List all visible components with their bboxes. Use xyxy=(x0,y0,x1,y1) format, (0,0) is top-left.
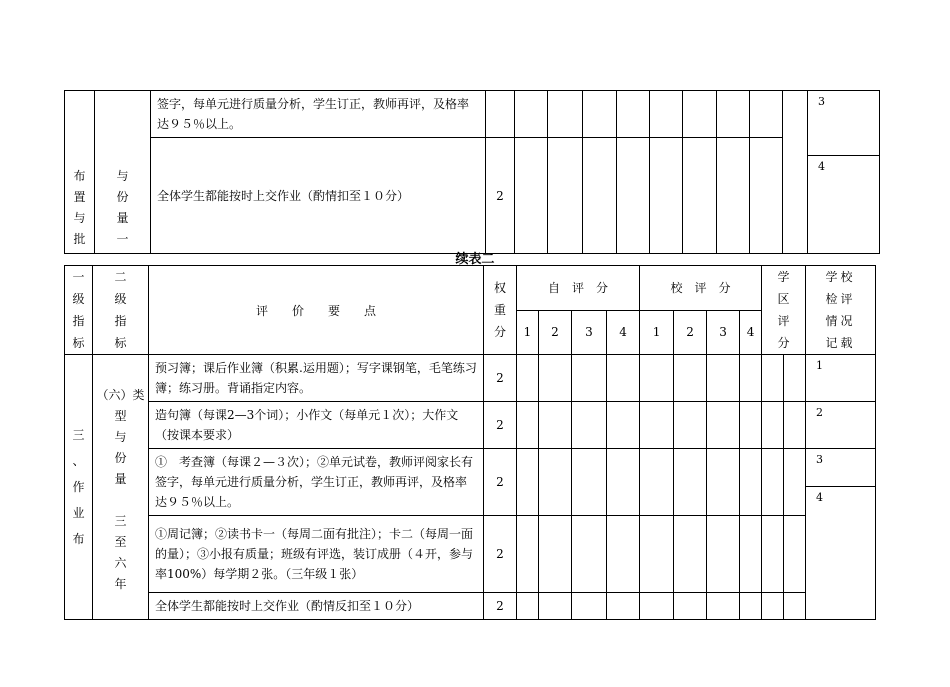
requirement-cell: ① 考查簿（每课２—３次）；②单元试卷，教师评阅家长有签字，每单元进行质量分析，学生订正，教师再评，及格率达９５％以上。 xyxy=(149,449,484,516)
record-note-cell: 2 xyxy=(806,402,876,449)
self-eval-column-3: 3 xyxy=(572,310,607,355)
top-score-cell xyxy=(617,91,650,138)
requirement-cell: 预习簿；课后作业簿（积累.运用题）；写字课钢笔，毛笔练习簿；练习册。背诵指定内容。 xyxy=(149,355,484,402)
score-cell xyxy=(572,355,607,402)
score-cell xyxy=(707,355,740,402)
top-level2-char: 份 xyxy=(116,190,129,204)
header-school-check-label: 学校检评情况记载 xyxy=(825,270,856,350)
level2-indicator-cell xyxy=(93,355,149,620)
score-cell xyxy=(784,449,806,516)
score-cell xyxy=(517,593,539,620)
header-level1-label: 一级指标 xyxy=(72,270,85,350)
weight-cell: 2 xyxy=(484,355,517,402)
level2-line: 与 xyxy=(114,430,127,444)
score-cell xyxy=(539,593,572,620)
self-eval-column-4: 4 xyxy=(607,310,640,355)
score-cell xyxy=(762,593,784,620)
top-score-cell xyxy=(515,138,548,254)
top-score-cell xyxy=(683,91,717,138)
record-note-cell: 3 xyxy=(806,449,876,487)
top-note-cell: 4 xyxy=(808,156,880,254)
score-cell xyxy=(740,593,762,620)
self-eval-column-1: 1 xyxy=(517,310,539,355)
top-level2-char: 与 xyxy=(116,169,129,183)
score-cell xyxy=(539,449,572,516)
top-level1-char: 批 xyxy=(73,232,86,246)
score-cell xyxy=(607,593,640,620)
top-requirement-cell: 全体学生都能按时上交作业（酌情扣至１０分） xyxy=(151,138,486,254)
score-cell xyxy=(707,516,740,593)
table-caption: 续表二 xyxy=(455,252,495,267)
top-weight-cell xyxy=(486,91,515,138)
score-cell xyxy=(572,449,607,516)
top-level1-char: 布 xyxy=(73,169,86,183)
score-cell xyxy=(517,449,539,516)
score-cell xyxy=(740,355,762,402)
weight-cell: 2 xyxy=(484,449,517,516)
score-cell xyxy=(640,355,674,402)
level1-char: 作 xyxy=(72,480,85,494)
top-score-cell xyxy=(548,91,583,138)
top-level2-char: 一 xyxy=(116,232,129,246)
top-note-cell: 3 xyxy=(808,91,880,156)
score-cell xyxy=(762,516,784,593)
top-district-score-cell xyxy=(783,91,808,254)
header-school-check-record xyxy=(806,266,876,355)
score-cell xyxy=(784,355,806,402)
top-level1-char: 置 xyxy=(73,190,86,204)
top-level1-cell xyxy=(65,91,95,254)
score-cell xyxy=(784,402,806,449)
level2-line: （六）类 xyxy=(96,388,145,402)
top-level2-cell xyxy=(95,91,151,254)
top-table xyxy=(64,90,880,254)
score-cell xyxy=(517,516,539,593)
top-score-cell xyxy=(548,138,583,254)
level1-char: 布 xyxy=(72,532,85,546)
school-eval-column-1: 1 xyxy=(640,310,674,355)
top-score-cell xyxy=(717,138,750,254)
score-cell xyxy=(572,593,607,620)
score-cell xyxy=(674,516,707,593)
weight-cell: 2 xyxy=(484,402,517,449)
header-weight xyxy=(484,266,517,355)
score-cell xyxy=(740,402,762,449)
score-cell xyxy=(640,449,674,516)
level2-line: 六 xyxy=(114,556,127,570)
score-cell xyxy=(572,516,607,593)
score-cell xyxy=(674,402,707,449)
score-cell xyxy=(517,355,539,402)
school-eval-column-4: 4 xyxy=(740,310,762,355)
top-score-cell xyxy=(650,138,683,254)
level1-indicator-cell xyxy=(65,355,93,620)
top-level1-char: 与 xyxy=(73,211,86,225)
top-score-cell xyxy=(750,138,783,254)
score-cell xyxy=(674,355,707,402)
score-cell xyxy=(607,402,640,449)
weight-cell: 2 xyxy=(484,593,517,620)
weight-cell: 2 xyxy=(484,516,517,593)
level2-line: 至 xyxy=(114,535,127,549)
header-level2-label: 二级指标 xyxy=(114,270,127,350)
header-evaluation-points: 评 价 要 点 xyxy=(149,266,484,355)
score-cell xyxy=(640,516,674,593)
top-level2-char: 量 xyxy=(116,211,129,225)
score-cell xyxy=(762,449,784,516)
top-weight-cell: 2 xyxy=(486,138,515,254)
level1-char: 业 xyxy=(72,506,85,520)
score-cell xyxy=(707,402,740,449)
score-cell xyxy=(784,516,806,593)
score-cell xyxy=(707,593,740,620)
score-cell xyxy=(572,402,607,449)
top-score-cell xyxy=(515,91,548,138)
score-cell xyxy=(539,516,572,593)
level2-line: 份 xyxy=(114,451,127,465)
top-score-cell xyxy=(750,91,783,138)
school-eval-column-3: 3 xyxy=(707,310,740,355)
evaluation-table xyxy=(64,265,876,620)
score-cell xyxy=(740,449,762,516)
score-cell xyxy=(740,516,762,593)
score-cell xyxy=(517,402,539,449)
score-cell xyxy=(607,516,640,593)
score-cell xyxy=(640,402,674,449)
score-cell xyxy=(607,449,640,516)
score-cell xyxy=(762,402,784,449)
score-cell xyxy=(674,449,707,516)
header-level1-indicator xyxy=(65,266,93,355)
top-score-cell xyxy=(650,91,683,138)
level2-line: 量 xyxy=(114,472,127,486)
top-score-cell xyxy=(583,138,617,254)
level2-line: 年 xyxy=(114,577,127,591)
requirement-cell: 全体学生都能按时上交作业（酌情反扣至１０分） xyxy=(149,593,484,620)
school-eval-column-2: 2 xyxy=(674,310,707,355)
score-cell xyxy=(762,355,784,402)
top-score-cell xyxy=(617,138,650,254)
level2-line: 三 xyxy=(114,514,127,528)
score-cell xyxy=(640,593,674,620)
self-eval-column-2: 2 xyxy=(539,310,572,355)
record-note-cell: 4 xyxy=(806,487,876,620)
header-level2-indicator xyxy=(93,266,149,355)
requirement-cell: ①周记簿；②读书卡一（每周二面有批注）；卡二（每周一面的量）；③小报有质量；班级有评选，装订成册（４开，参与率100%）每学期２张。（三年级１张） xyxy=(149,516,484,593)
top-score-cell xyxy=(683,138,717,254)
top-requirement-cell: 签字，每单元进行质量分析，学生订正，教师再评，及格率达９５％以上。 xyxy=(151,91,486,138)
score-cell xyxy=(707,449,740,516)
score-cell xyxy=(784,593,806,620)
score-cell xyxy=(539,355,572,402)
top-score-cell xyxy=(583,91,617,138)
header-school-evaluation: 校 评 分 xyxy=(640,266,762,311)
header-district-score xyxy=(762,266,806,355)
level1-char: 三 xyxy=(72,428,85,442)
requirement-cell: 造句簿（每课2—3个词）；小作文（每单元１次）；大作文（按课本要求） xyxy=(149,402,484,449)
score-cell xyxy=(539,402,572,449)
level1-char: 、 xyxy=(72,454,85,468)
header-self-evaluation: 自 评 分 xyxy=(517,266,640,311)
level2-line: 型 xyxy=(114,409,127,423)
header-district-label: 学区评分 xyxy=(777,270,790,350)
score-cell xyxy=(607,355,640,402)
top-score-cell xyxy=(717,91,750,138)
header-weight-label: 权重分 xyxy=(493,281,506,339)
score-cell xyxy=(674,593,707,620)
record-note-cell: 1 xyxy=(806,355,876,402)
level2-line xyxy=(93,490,148,511)
